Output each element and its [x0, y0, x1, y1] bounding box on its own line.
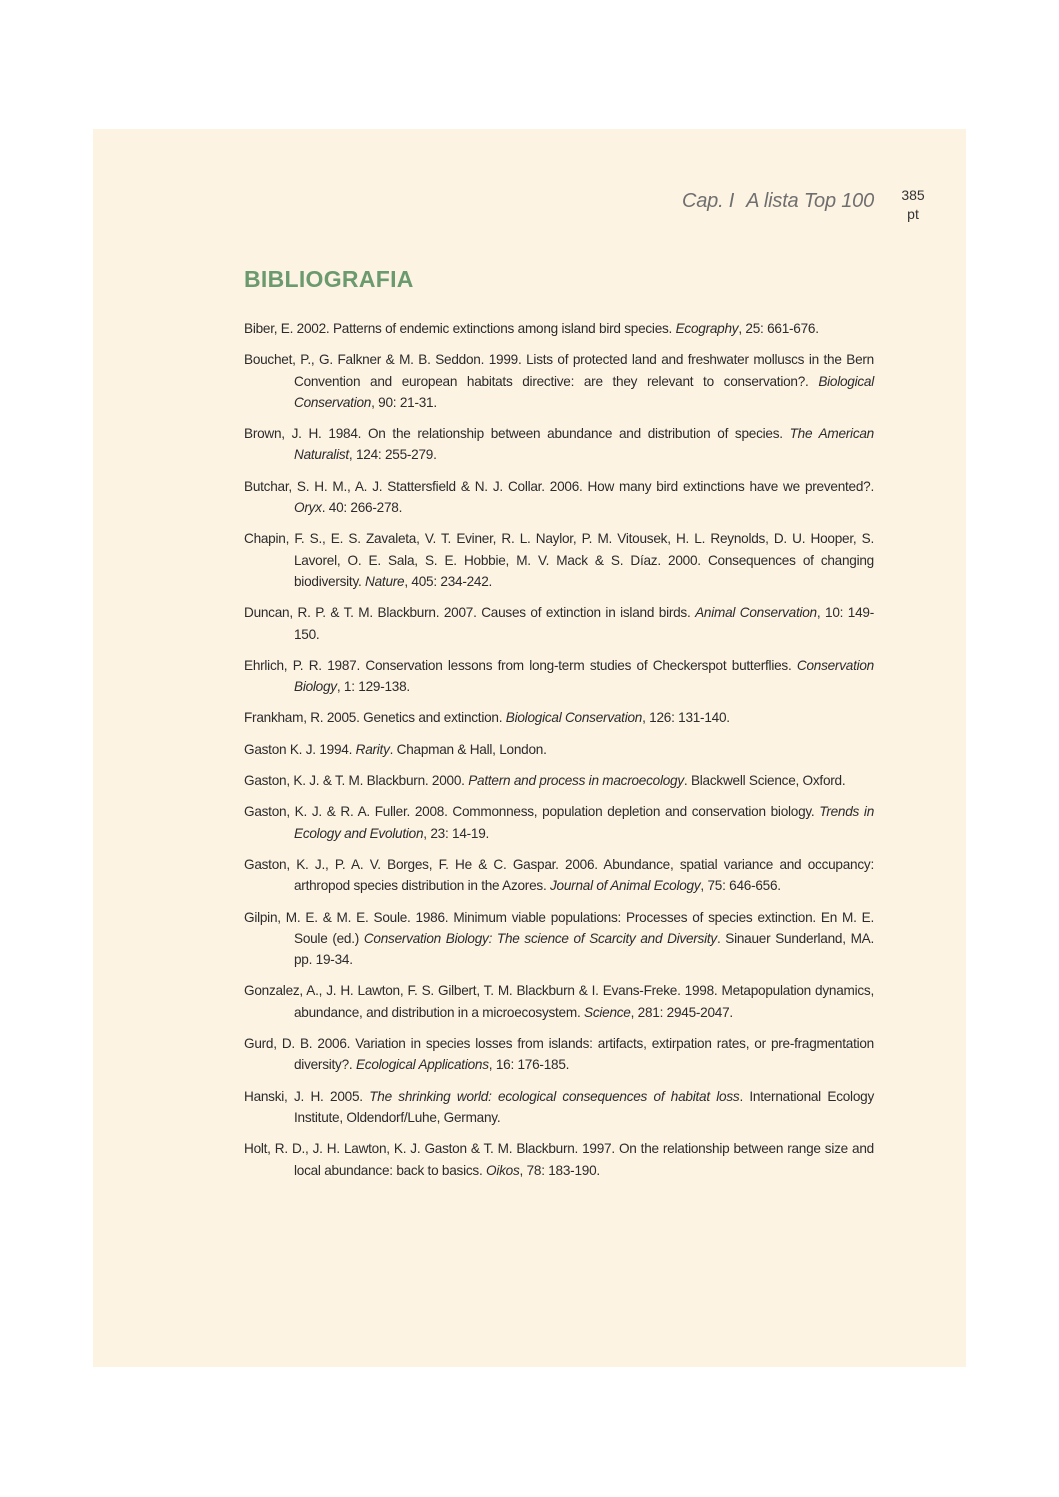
section-title: BIBLIOGRAFIA	[244, 266, 414, 292]
reference-entry: Ehrlich, P. R. 1987. Conservation lessons from long-term studies of Checkerspot butterflies. Conservation Biology, 1: 129-138.	[244, 657, 874, 695]
reference-list	[244, 318, 874, 1191]
chapter-label: Cap. I	[681, 190, 735, 212]
reference-entry: Brown, J. H. 1984. On the relationship between abundance and distribution of species. The American Naturalist, 124: 255-279.	[244, 426, 874, 463]
reference-entry: Gilpin, M. E. & M. E. Soule. 1986. Minimum viable populations: Processes of species extinction. En M. E. Soule (ed.) Conservation Biology: The science of Scarcity and Diversity. Sinauer Sunderland, MA. pp. 19-34.	[244, 909, 874, 968]
reference-entry: Butchar, S. H. M., A. J. Stattersfield & N. J. Collar. 2006. How many bird extinctions have we prevented?. Oryx. 40: 266-278.	[244, 478, 874, 516]
reference-entry: Holt, R. D., J. H. Lawton, K. J. Gaston & T. M. Blackburn. 1997. On the relationship between range size and local abundance: back to basics. Oikos, 78: 183-190.	[244, 1141, 874, 1178]
reference-entry: Gurd, D. B. 2006. Variation in species losses from islands: artifacts, extirpation rates, or pre-fragmentation diversity?. Ecological Applications, 16: 176-185.	[244, 1036, 874, 1073]
reference-entry: Duncan, R. P. & T. M. Blackburn. 2007. Causes of extinction in island birds. Animal Conservation, 10: 149-150.	[244, 605, 874, 642]
chapter-title: A lista Top 100	[746, 190, 874, 212]
page-number: 385	[901, 187, 925, 203]
reference-entry: Chapin, F. S., E. S. Zavaleta, V. T. Eviner, R. L. Naylor, P. M. Vitousek, H. L. Reynolds, D. U. Hooper, S. Lavorel, O. E. Sala, S. E. Hobbie, M. V. Mack & S. Díaz. 2000. Consequences of changing biodiversity. Nature, 405: 234-242.	[244, 531, 874, 589]
reference-entry: Gonzalez, A., J. H. Lawton, F. S. Gilbert, T. M. Blackburn & I. Evans-Freke. 1998. Metapopulation dynamics, abundance, and distribution in a microecosystem. Science, 281: 2945-2047.	[244, 983, 874, 1020]
reference-entry: Gaston, K. J., P. A. V. Borges, F. He & C. Gaspar. 2006. Abundance, spatial variance and occupancy: arthropod species distribution in the Azores. Journal of Animal Ecology, 75: 646-656.	[244, 856, 874, 894]
running-header	[560, 190, 874, 213]
reference-entry: Frankham, R. 2005. Genetics and extinction. Biological Conservation, 126: 131-140.	[244, 710, 730, 726]
reference-entry: Hanski, J. H. 2005. The shrinking world: ecological consequences of habitat loss. International Ecology Institute, Oldendorf/Luhe, Germany.	[244, 1088, 874, 1125]
reference-entry: Gaston, K. J. & T. M. Blackburn. 2000. Pattern and process in macroecology. Blackwell Science, Oxford.	[244, 773, 846, 789]
reference-entry: Gaston, K. J. & R. A. Fuller. 2008. Commonness, population depletion and conservation biology. Trends in Ecology and Evolution, 23: 14-19.	[244, 804, 875, 841]
reference-entry: Bouchet, P., G. Falkner & M. B. Seddon. 1999. Lists of protected land and freshwater molluscs in the Bern Convention and european habitats directive: are they relevant to conservation?. Biological Conservation, 90: 21-31.	[244, 352, 874, 410]
reference-entry: Biber, E. 2002. Patterns of endemic extinctions among island bird species. Ecography, 25: 661-676.	[244, 321, 819, 336]
language-code: pt	[907, 206, 919, 222]
reference-entry: Gaston K. J. 1994. Rarity. Chapman & Hall, London.	[244, 741, 547, 757]
page-number-block	[893, 186, 933, 224]
